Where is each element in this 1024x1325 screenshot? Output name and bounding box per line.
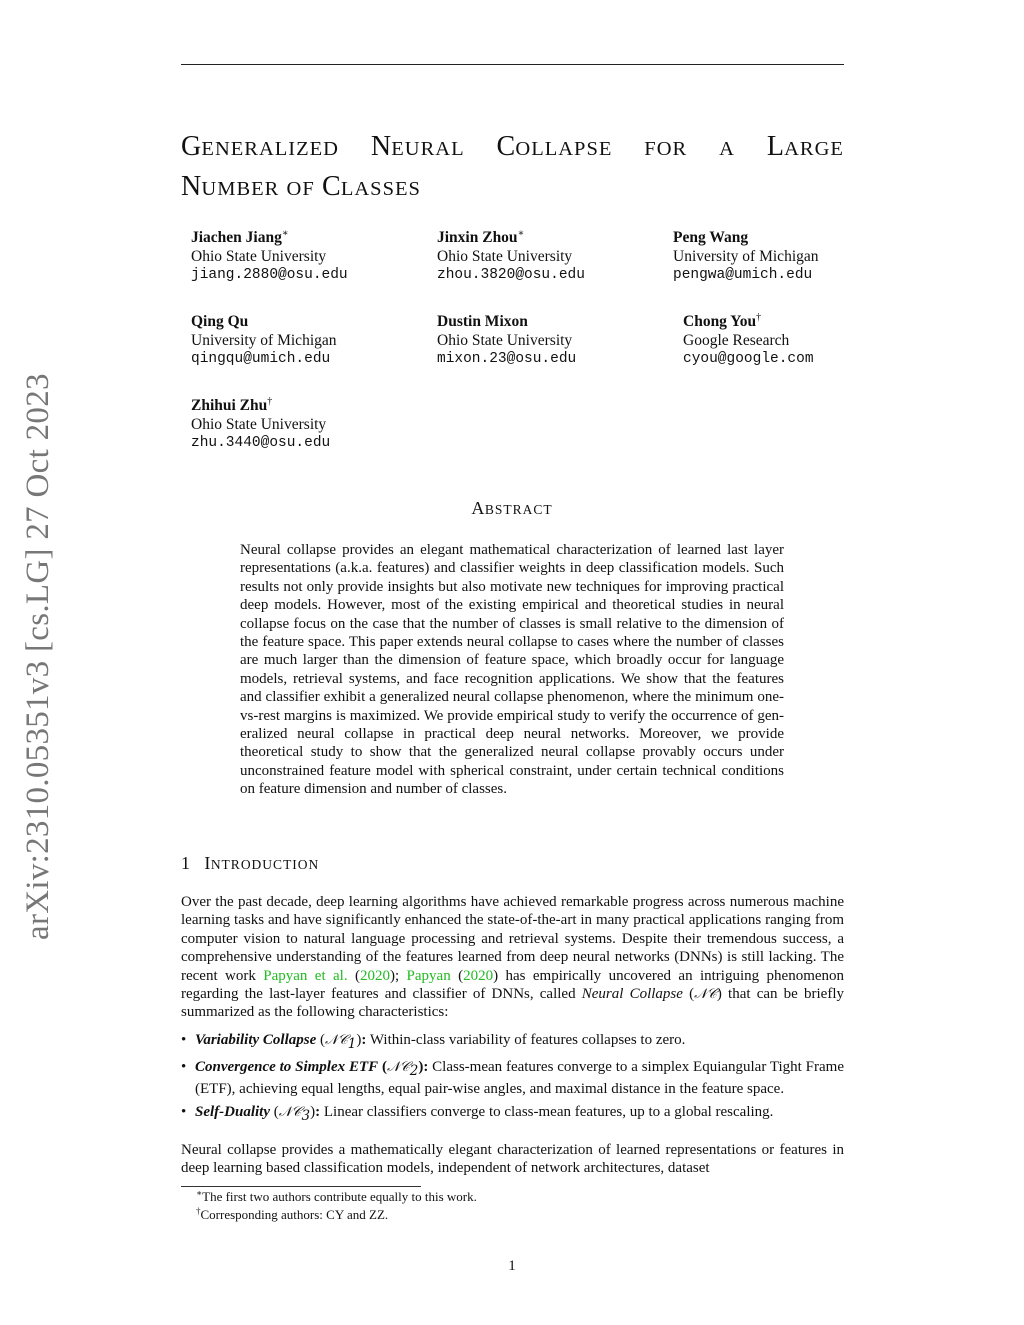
author-email[interactable]: cyou@google.com bbox=[683, 351, 814, 367]
author-email[interactable]: pengwa@umich.edu bbox=[673, 267, 813, 283]
section-heading-introduction: 1 INTRODUCTION bbox=[181, 853, 320, 873]
author-name: Chong You† bbox=[683, 312, 762, 330]
citation-link[interactable]: Papyan et al. bbox=[263, 967, 348, 984]
abstract-text: Neural collapse provides an elegant mathematical characterization of learned last layer representations (a.k.a. features) and classifier weights in deep classification models. Such results not only provide insights but also motivate new techniques for improving practical deep models. However, most of the existing empirical and theoretical studies in neural collapse focus on the case that the number of classes is small relative to the dimension of the feature space. This paper extends neural collapse to cases where the number of classes are much larger than the dimension of feature space, which broadly occur for language models, retrieval systems, and face recognition applications. We show that the features and classifier exhibit a generalized neural collapse phenomenon, where the minimum one-vs-rest margins is maximized. We provide empirical study to verify the occurrence of generalized neural collapse in practical deep neural networks. Moreover, we provide theoretical study to show that the generalized neural collapse provably occurs under unconstrained feature model with spherical constraint, under certain technical conditions on feature dimension and number of classes. bbox=[240, 542, 784, 798]
author-affiliation: Ohio State University bbox=[191, 416, 327, 433]
author-email[interactable]: mixon.23@osu.edu bbox=[437, 351, 577, 367]
author-affiliation: Ohio State University bbox=[191, 248, 327, 265]
title-word: NUMBER bbox=[181, 171, 280, 202]
author-name: Jinxin Zhou∗ bbox=[437, 228, 525, 246]
bullet-icon: • bbox=[181, 1032, 187, 1048]
nc-symbol: 𝒩𝒞 bbox=[694, 986, 717, 1003]
author-block bbox=[191, 312, 337, 369]
bullet-icon: • bbox=[181, 1058, 187, 1075]
author-name: Dustin Mixon bbox=[437, 313, 528, 330]
abstract-heading: ABSTRACT bbox=[471, 498, 553, 518]
footnote-rule bbox=[181, 1186, 421, 1187]
title-line-1 bbox=[181, 128, 844, 168]
list-item: • Variability Collapse (𝒩𝒞$_1$): Within-class variability of features collapses to zero. bbox=[181, 1032, 686, 1052]
term-neural-collapse: Neural Collapse bbox=[581, 986, 683, 1003]
author-name: Zhihui Zhu† bbox=[191, 396, 273, 414]
title-word: NEURAL bbox=[370, 131, 465, 162]
citation-year-link[interactable]: 2020 bbox=[359, 967, 390, 984]
author-affiliation: Google Research bbox=[683, 332, 790, 349]
title-word: A bbox=[719, 138, 735, 160]
author-block bbox=[191, 228, 348, 285]
title-word: GENERALIZED bbox=[181, 131, 339, 162]
intro-paragraph: Over the past decade, deep learning algorithms have achieved remarkable progress across numerous machine learning tasks and have significantly enhanced the state-of-the-art in many practical applications ranging from computer vision to natural language processing and retrieval systems. Despite their tremendous success, a comprehensive understanding of the features learned from deep neural networks (DNNs) is still lacking. The recent work Papyan et al. (2020); Papyan (2020) has empirically uncovered an intriguing phenomenon regarding the last-layer features and classifier of DNNs, called Neural Collapse (𝒩𝒞) that can be briefly summarized as the following characteristics: bbox=[181, 894, 845, 1021]
author-name: Peng Wang bbox=[673, 229, 749, 246]
author-block bbox=[683, 312, 814, 369]
title-word: COLLAPSE bbox=[496, 131, 613, 162]
author-name: Qing Qu bbox=[191, 313, 249, 330]
title-line-2 bbox=[181, 168, 844, 208]
footnote: ∗The first two authors contribute equally to this work. bbox=[196, 1188, 477, 1204]
paper-title bbox=[181, 128, 844, 208]
author-affiliation: Ohio State University bbox=[437, 332, 573, 349]
author-email[interactable]: jiang.2880@osu.edu bbox=[191, 267, 348, 283]
characteristics-list bbox=[181, 1031, 844, 1130]
author-affiliation: University of Michigan bbox=[673, 248, 819, 265]
author-block bbox=[437, 228, 585, 285]
author-affiliation: University of Michigan bbox=[191, 332, 337, 349]
citation-year-link[interactable]: 2020 bbox=[463, 967, 494, 984]
author-email[interactable]: zhu.3440@osu.edu bbox=[191, 435, 331, 451]
list-item: • Convergence to Simplex ETF (𝒩𝒞$_2$): Class-mean features converge to a simplex Equiangular Tight Frame (ETF), achieving equal lengths, equal pair-wise angles, and maximal distance in the feature space. bbox=[181, 1058, 844, 1098]
title-word: OF bbox=[286, 178, 315, 200]
arxiv-identifier: arXiv:2310.05351v3 [cs.LG] 27 Oct 2023 bbox=[20, 373, 56, 940]
title-word: FOR bbox=[644, 138, 688, 160]
author-affiliation: Ohio State University bbox=[437, 248, 573, 265]
list-item: • Self-Duality (𝒩𝒞$_3$): Linear classifiers converge to class-mean features, up to a global rescaling. bbox=[181, 1104, 774, 1125]
footnote: †Corresponding authors: CY and ZZ. bbox=[196, 1206, 389, 1222]
author-name: Jiachen Jiang∗ bbox=[191, 228, 289, 246]
intro-paragraph-2: Neural collapse provides a mathematically elegant characterization of learned representations or features in deep learning based classification models, independent of network architectures, dataset bbox=[181, 1142, 844, 1177]
author-block bbox=[437, 312, 576, 369]
top-rule bbox=[181, 64, 844, 65]
author-block bbox=[673, 228, 819, 285]
title-word: LARGE bbox=[766, 131, 844, 162]
author-email[interactable]: qingqu@umich.edu bbox=[191, 351, 331, 367]
title-word: CLASSES bbox=[321, 171, 421, 202]
bullet-icon: • bbox=[181, 1104, 187, 1121]
author-block bbox=[191, 396, 330, 453]
citation-link[interactable]: Papyan bbox=[406, 967, 451, 984]
page-number: 1 bbox=[508, 1258, 516, 1274]
author-email[interactable]: zhou.3820@osu.edu bbox=[437, 267, 585, 283]
